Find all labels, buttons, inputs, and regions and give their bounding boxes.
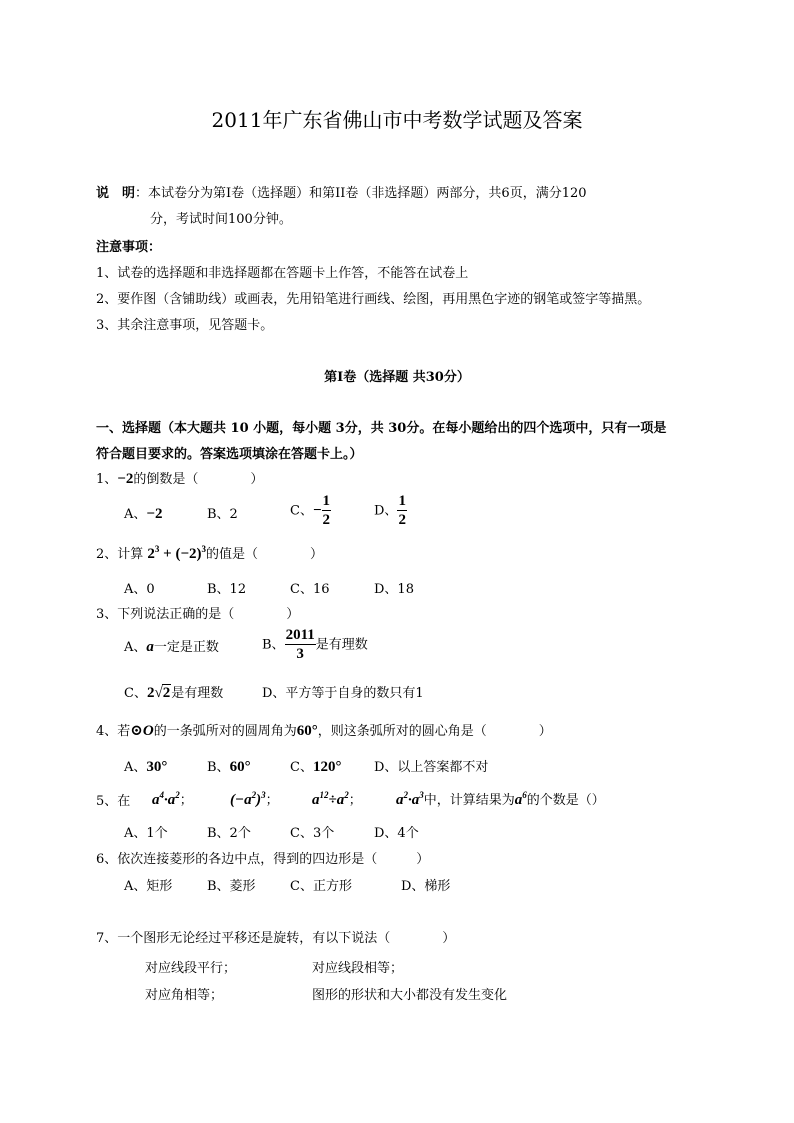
option-a: A、1个 xyxy=(124,826,168,841)
option-a: A、0 xyxy=(124,582,155,597)
statement: 对应角相等； xyxy=(145,988,224,1003)
exponent: 2 xyxy=(175,790,180,800)
math-expression xyxy=(147,546,206,562)
option-a xyxy=(124,756,167,776)
option-b xyxy=(207,756,251,776)
math-term: a xyxy=(514,792,523,808)
option-label: B、 xyxy=(207,760,230,775)
notes-line-1 xyxy=(96,182,587,201)
question-text: 4、若 xyxy=(96,724,131,739)
option-a xyxy=(124,636,219,656)
exponent: 6 xyxy=(522,790,527,800)
option-label: A、 xyxy=(124,760,147,775)
option-label: D、 xyxy=(374,503,398,519)
option-label: B、 xyxy=(262,637,285,653)
option-label: C、 xyxy=(124,686,147,701)
option-b xyxy=(262,628,368,662)
fraction xyxy=(322,494,332,528)
fraction xyxy=(285,628,316,662)
option-d xyxy=(374,494,407,528)
notes-label: 说 明 xyxy=(96,186,136,201)
question-text: 的值是（ ） xyxy=(206,547,324,562)
option-text: 一定是正数 xyxy=(153,640,219,655)
question-text: 的倒数是（ ） xyxy=(133,472,264,487)
coefficient: 2 xyxy=(146,685,155,701)
question-2 xyxy=(96,543,323,563)
option-a: A、矩形 xyxy=(124,879,173,894)
option-label: A、 xyxy=(124,640,147,655)
math-base: 2 xyxy=(147,546,155,562)
exponent: 3 xyxy=(419,790,424,800)
exponent: 3 xyxy=(261,790,266,800)
math-term: ) xyxy=(256,792,262,808)
notes-text-1: ：本试卷分为第Ⅰ卷（选择题）和第II卷（非选择题）两部分，共6页，满分120 xyxy=(135,186,587,201)
option-a xyxy=(124,503,162,523)
option-text: 是有理数 xyxy=(171,686,224,701)
math-term: ÷a xyxy=(328,792,345,808)
question-text: ，则这条弧所对的圆心角是（ ） xyxy=(317,724,552,739)
question-5-tail xyxy=(396,789,605,809)
option-label: C、 xyxy=(290,760,313,775)
numerator: 1 xyxy=(322,493,331,509)
question-1 xyxy=(96,468,263,488)
denominator: 3 xyxy=(296,646,304,662)
math-expression: 60° xyxy=(296,723,318,739)
math-expression: 2√2 xyxy=(146,685,171,701)
option-b: B、2 xyxy=(207,507,238,522)
math-term: a xyxy=(152,792,160,808)
statement: 对应线段相等； xyxy=(312,961,404,976)
statement: 对应线段平行； xyxy=(145,961,237,976)
math-expression xyxy=(515,792,527,808)
math-expression xyxy=(396,792,424,808)
question-6: 6、依次连接菱形的各边中点，得到的四边形是（ ） xyxy=(96,852,430,867)
fraction xyxy=(397,494,407,528)
denominator: 2 xyxy=(398,512,406,528)
option-c: C、3个 xyxy=(290,826,335,841)
math-term: ·a xyxy=(164,792,176,808)
numerator: 2011 xyxy=(285,627,315,643)
math-expression: 30° xyxy=(146,759,168,775)
option-d: D、4个 xyxy=(374,826,419,841)
question-text: 中，计算结果为 xyxy=(423,793,515,808)
notes-item: 2、要作图（含铺助线）或画表，先用铅笔进行画线、绘图，再用黑色字迹的钢笔或签字等描黑。 xyxy=(96,292,651,307)
notes-item: 3、其余注意事项，见答题卡。 xyxy=(96,318,274,333)
math-term: ·a xyxy=(408,792,420,808)
section-title: 第Ⅰ卷（选择题 共30分） xyxy=(324,370,470,385)
math-variable: a xyxy=(146,639,154,655)
option-label: A、 xyxy=(124,507,147,522)
question-text: 2、计算 xyxy=(96,547,148,562)
separator: ； xyxy=(179,792,193,807)
option-b: B、12 xyxy=(207,582,247,597)
exponent: 3 xyxy=(201,544,206,554)
option-d: D、18 xyxy=(374,582,414,597)
option-c xyxy=(124,682,223,702)
question-4 xyxy=(96,720,552,740)
math-expression: −2 xyxy=(146,506,163,522)
option-b: B、2个 xyxy=(207,826,251,841)
math-expression xyxy=(312,789,362,809)
numerator: 1 xyxy=(398,493,406,509)
option-d: D、梯形 xyxy=(401,879,451,894)
math-expression: −2 xyxy=(117,471,134,487)
option-b: B、菱形 xyxy=(207,879,256,894)
option-c: C、正方形 xyxy=(290,879,352,894)
radicand: 2 xyxy=(162,685,171,701)
math-term: a xyxy=(312,792,320,808)
separator: ； xyxy=(348,792,362,807)
math-expression: 120° xyxy=(312,759,342,775)
option-c xyxy=(290,494,331,528)
question-3: 3、下列说法正确的是（ ） xyxy=(96,607,300,622)
exponent: 3 xyxy=(154,544,160,554)
question-text: 的一条弧所对的圆周角为 xyxy=(153,724,297,739)
exponent: 2 xyxy=(344,790,349,800)
math-expression xyxy=(152,789,193,809)
exponent: 2 xyxy=(251,790,257,800)
math-term: a xyxy=(396,792,404,808)
math-sign: − xyxy=(312,502,322,519)
question-7: 7、一个图形无论经过平移还是旋转，有以下说法（ ） xyxy=(96,931,456,946)
page-title: 2011年广东省佛山市中考数学试题及答案 xyxy=(211,108,583,132)
question-text: 的个数是（） xyxy=(526,793,605,808)
option-c xyxy=(290,756,341,776)
option-text: 是有理数 xyxy=(315,637,368,653)
notes-item: 1、试卷的选择题和非选择题都在答题卡上作答，不能答在试卷上 xyxy=(96,266,469,281)
math-term: (−a xyxy=(230,792,252,808)
math-expression xyxy=(230,789,279,809)
exponent: 2 xyxy=(403,790,408,800)
math-expression: ⊙O xyxy=(130,723,154,739)
separator: ； xyxy=(265,792,279,807)
question-number: 1、 xyxy=(96,472,118,487)
part-heading-line-1: 一、选择题（本大题共 10 小题，每小题 3分，共 30分。在每小题给出的四个选项中，只有一项是 xyxy=(96,421,667,436)
question-5: 5、在 xyxy=(96,794,131,809)
denominator: 2 xyxy=(322,512,331,528)
notes-heading: 注意事项： xyxy=(96,240,162,255)
part-heading-line-2: 符合题目要求的。答案选项填涂在答题卡上。） xyxy=(96,447,363,462)
math-term: + (−2) xyxy=(159,546,202,562)
exponent: 4 xyxy=(159,790,164,800)
option-d: D、平方等于自身的数只有1 xyxy=(262,686,424,701)
math-expression: 60° xyxy=(229,759,251,775)
option-d: D、以上答案都不对 xyxy=(374,760,489,775)
statement: 图形的形状和大小都没有发生变化 xyxy=(312,988,508,1003)
option-label: C、 xyxy=(290,503,313,519)
exponent: 12 xyxy=(319,790,329,800)
option-c: C、16 xyxy=(290,582,330,597)
notes-text-2: 分，考试时间100分钟。 xyxy=(150,212,292,227)
